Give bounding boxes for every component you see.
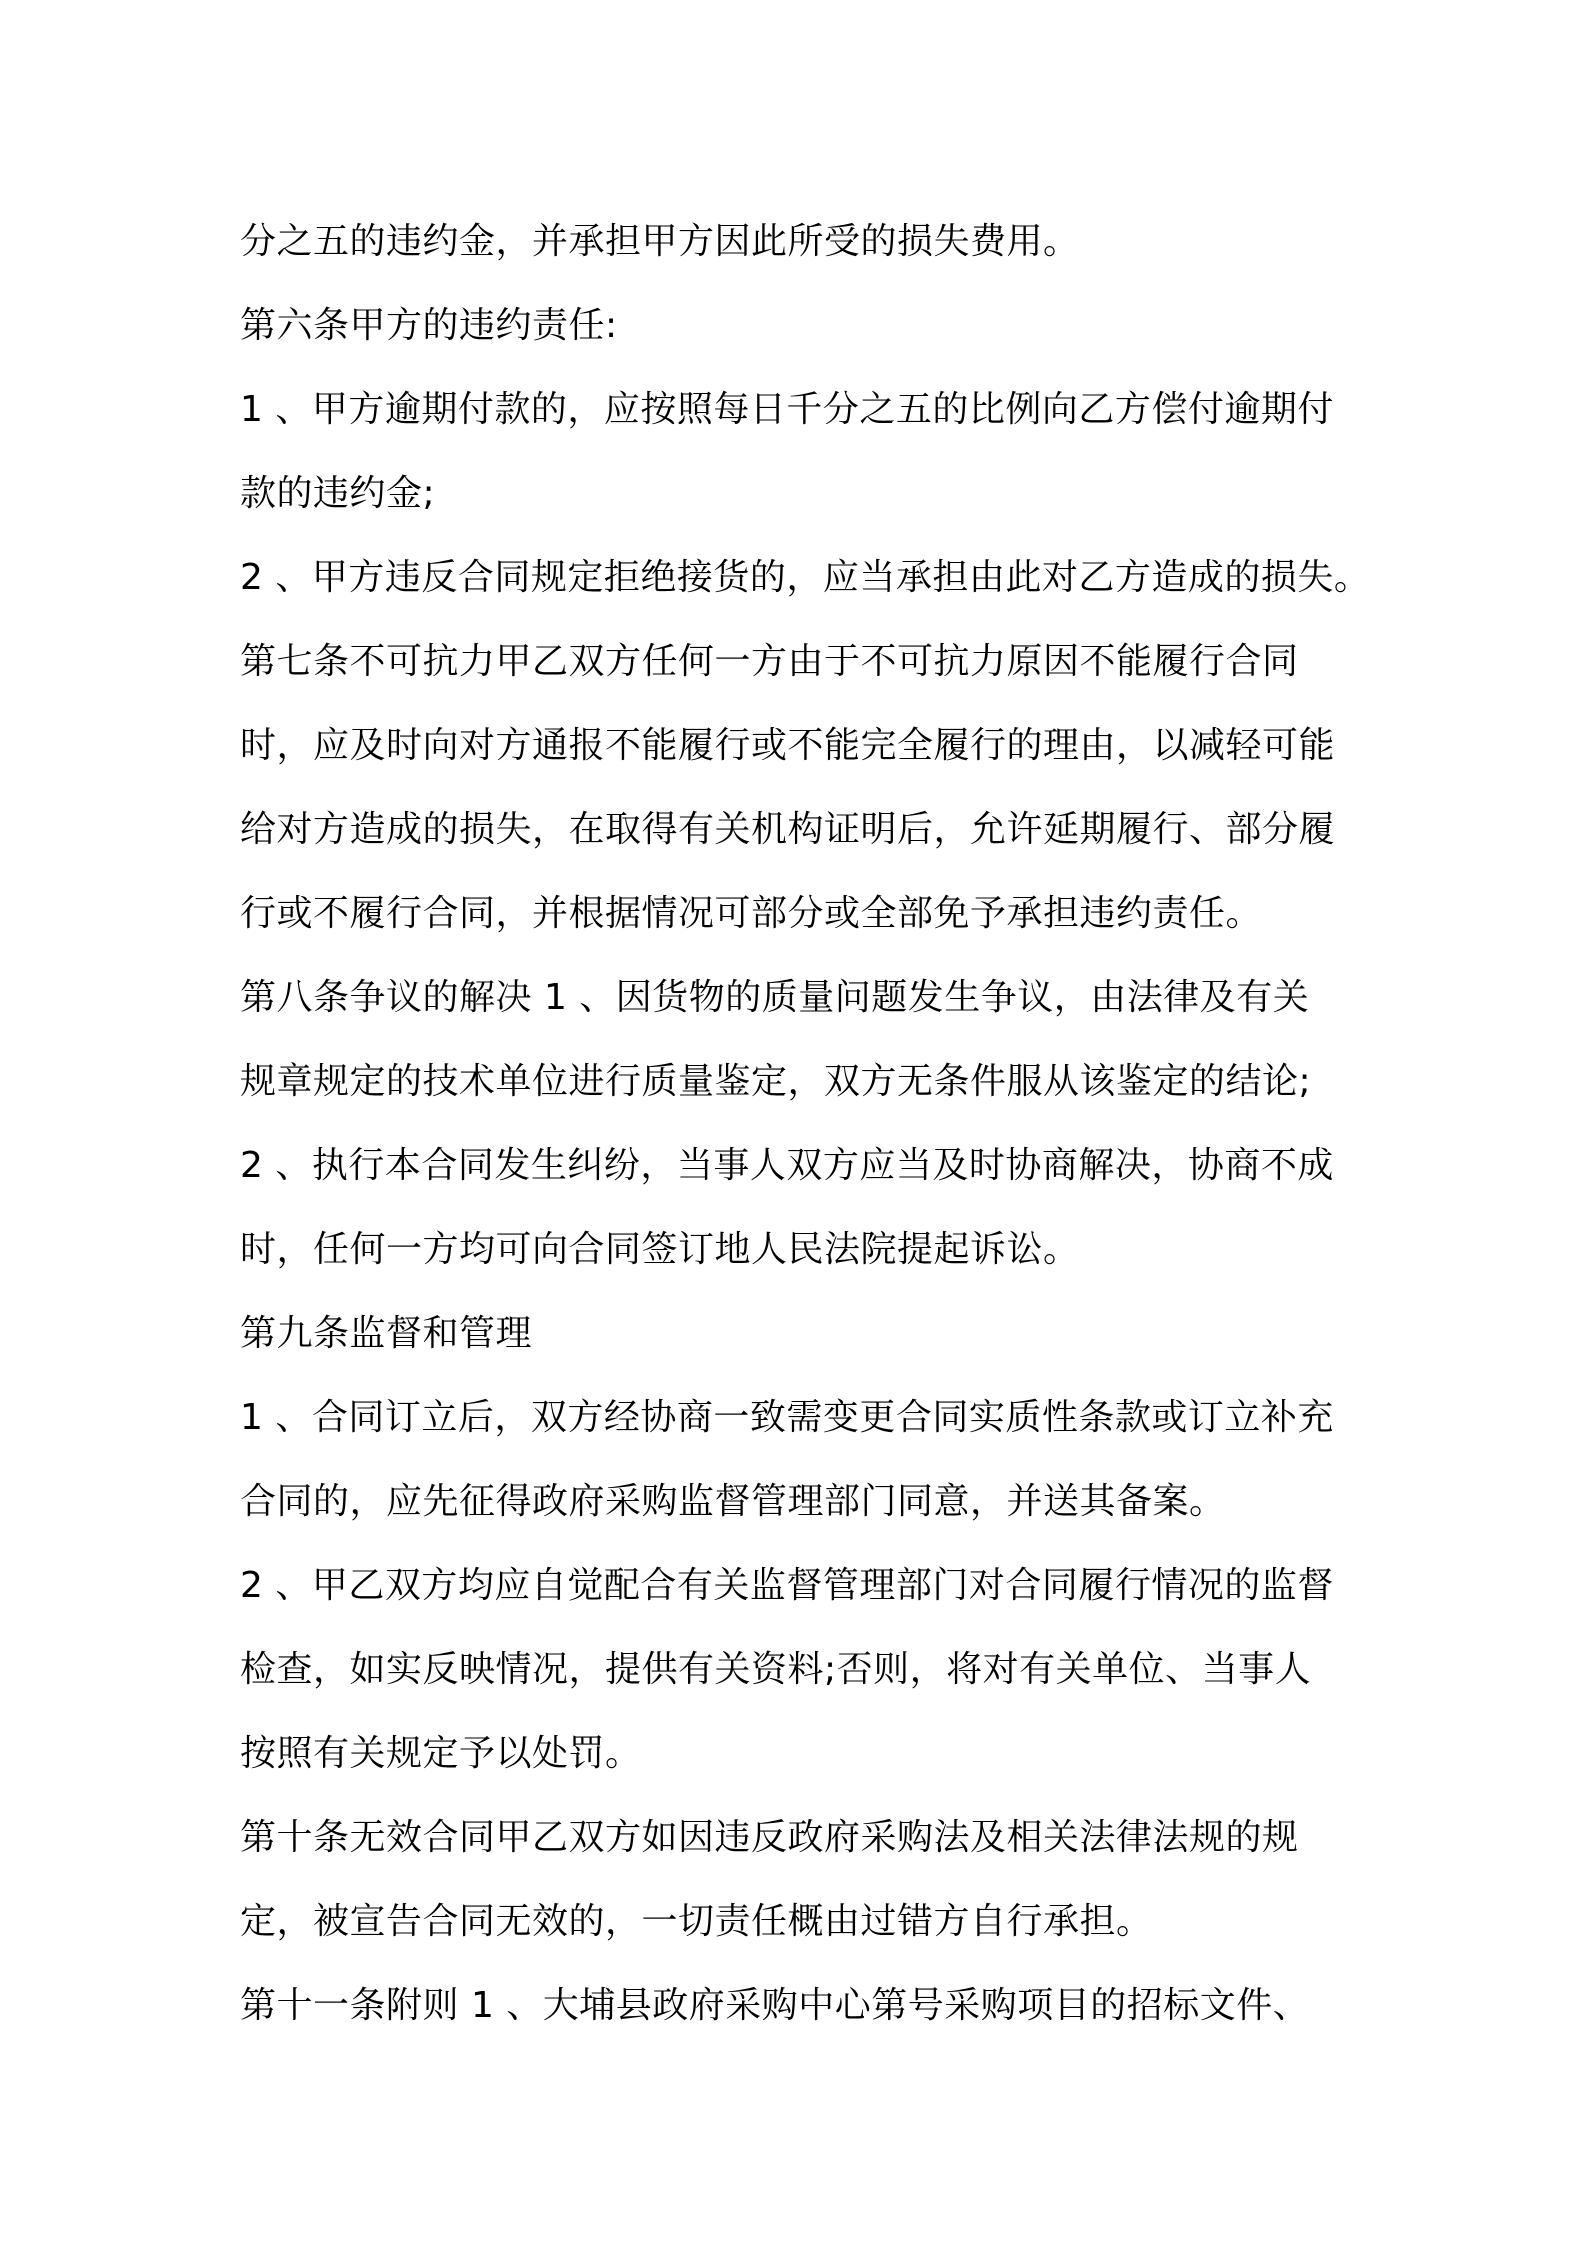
text-line: 1 、合同订立后，双方经协商一致需变更合同实质性条款或订立补充 [240, 1397, 1334, 1438]
text-line: 行或不履行合同，并根据情况可部分或全部免予承担违约责任。 [240, 893, 1263, 934]
section-heading-article-8: 第八条争议的解决 1 、因货物的质量问题发生争议，由法律及有关 [240, 977, 1310, 1018]
text-line: 规章规定的技术单位进行质量鉴定，双方无条件服从该鉴定的结论; [240, 1061, 1312, 1102]
section-heading-article-6: 第六条甲方的违约责任: [240, 305, 618, 346]
section-heading-article-10: 第十条无效合同甲乙双方如因违反政府采购法及相关法律法规的规 [240, 1817, 1299, 1858]
text-line: 定，被宣告合同无效的，一切责任概由过错方自行承担。 [240, 1901, 1153, 1942]
text-line: 合同的，应先征得政府采购监督管理部门同意，并送其备案。 [240, 1481, 1226, 1522]
text-line: 按照有关规定予以处罚。 [240, 1733, 642, 1774]
text-line: 分之五的违约金，并承担甲方因此所受的损失费用。 [240, 221, 1080, 262]
text-line: 1 、甲方逾期付款的，应按照每日千分之五的比例向乙方偿付逾期付 [240, 389, 1334, 430]
text-line: 给对方造成的损失，在取得有关机构证明后，允许延期履行、部分履 [240, 809, 1336, 850]
text-line: 2 、执行本合同发生纠纷，当事人双方应当及时协商解决，协商不成 [240, 1145, 1334, 1186]
contract-text-block [240, 200, 1371, 2048]
text-line: 时，任何一方均可向合同签订地人民法院提起诉讼。 [240, 1229, 1080, 1270]
text-line: 2 、甲方违反合同规定拒绝接货的，应当承担由此对乙方造成的损失。 [240, 557, 1371, 598]
text-line: 时，应及时向对方通报不能履行或不能完全履行的理由，以减轻可能 [240, 725, 1336, 766]
text-line: 款的违约金; [240, 473, 436, 514]
section-heading-article-9: 第九条监督和管理 [240, 1313, 533, 1354]
section-heading-article-7: 第七条不可抗力甲乙双方任何一方由于不可抗力原因不能履行合同 [240, 641, 1299, 682]
text-line: 检查，如实反映情况，提供有关资料;否则，将对有关单位、当事人 [240, 1649, 1312, 1690]
text-line: 2 、甲乙双方均应自觉配合有关监督管理部门对合同履行情况的监督 [240, 1565, 1334, 1606]
section-heading-article-11: 第十一条附则 1 、大埔县政府采购中心第号采购项目的招标文件、 [240, 1985, 1310, 2026]
